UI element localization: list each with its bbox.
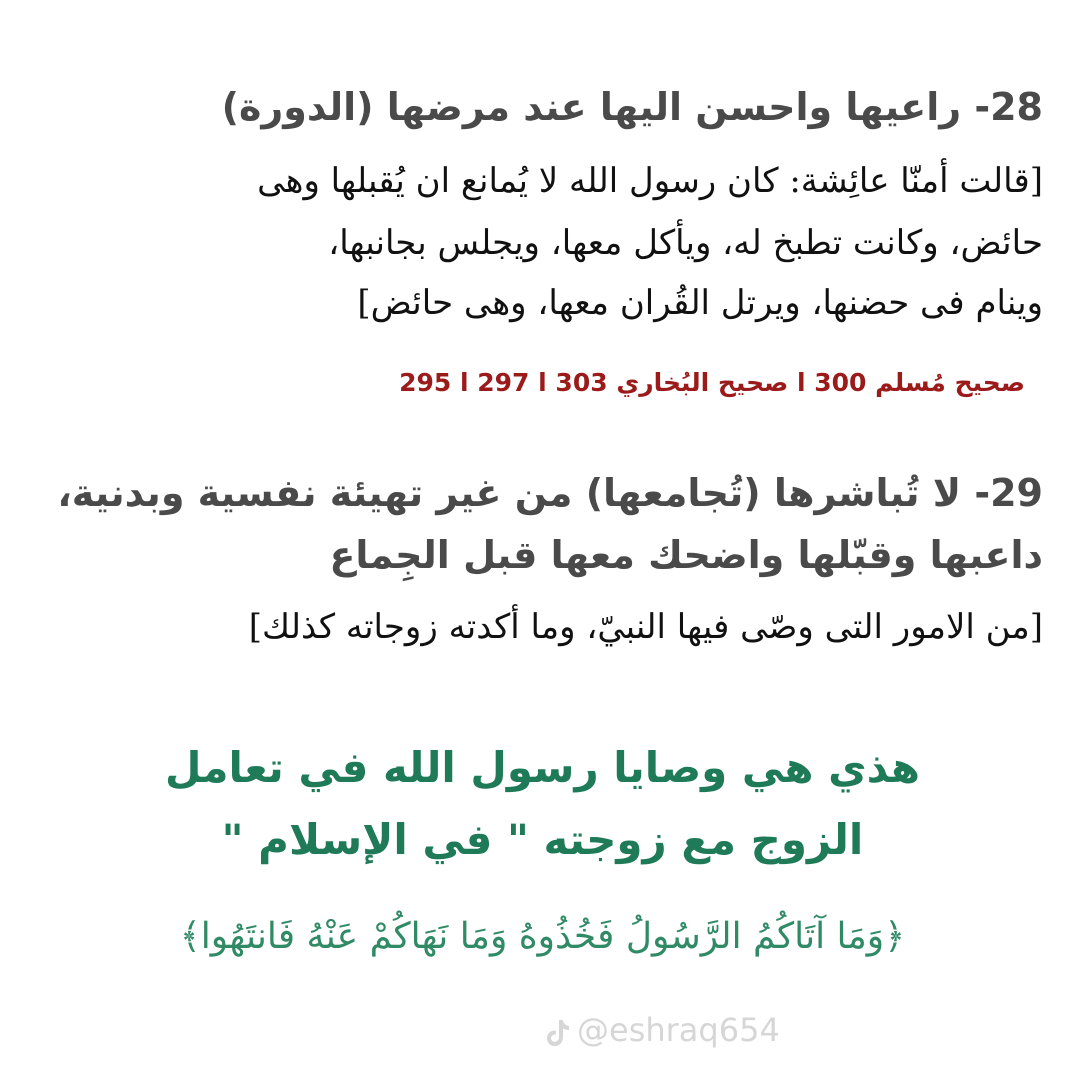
section-28-heading: 28- راعيها واحسن اليها عند مرضها (الدورة) — [221, 85, 1043, 129]
hadith-source-reference: صحيح مُسلم 300 ا صحيح البُخاري 303 ا 297 ا 295 — [399, 368, 1025, 397]
watermark — [545, 1008, 780, 1052]
section-29-body-line-1: [من الامور التى وصّى فيها النبيّ، وما أكدته زوجاته كذلك] — [248, 607, 1043, 647]
section-29-heading-line-1: 29- لا تُباشرها (تُجامعها) من غير تهيئة نفسية وبدنية، — [57, 471, 1043, 515]
watermark-handle: @eshraq654 — [577, 1011, 780, 1049]
section-28-body-line-3: وينام فى حضنها، ويرتل القُران معها، وهى حائض] — [357, 283, 1043, 323]
closing-line-2: الزوج مع زوجته " في الإسلام " — [221, 815, 864, 864]
section-29-heading-line-2: داعبها وقبّلها واضحك معها قبل الجِماع — [329, 533, 1043, 577]
section-28-body-line-1: [قالت أمنّا عائِشة: كان رسول الله لا يُمانع ان يُقبلها وهى — [257, 161, 1043, 201]
quran-verse: ﴿وَمَا آتَاكُمُ الرَّسُولُ فَخُذُوهُ وَمَا نَهَاكُمْ عَنْهُ فَانتَهُوا﴾ — [179, 916, 906, 957]
closing-line-1: هذي هي وصايا رسول الله في تعامل — [165, 743, 920, 792]
section-28-body-line-2: حائض، وكانت تطبخ له، ويأكل معها، ويجلس بجانبها، — [328, 223, 1043, 263]
tiktok-icon — [545, 1015, 571, 1045]
